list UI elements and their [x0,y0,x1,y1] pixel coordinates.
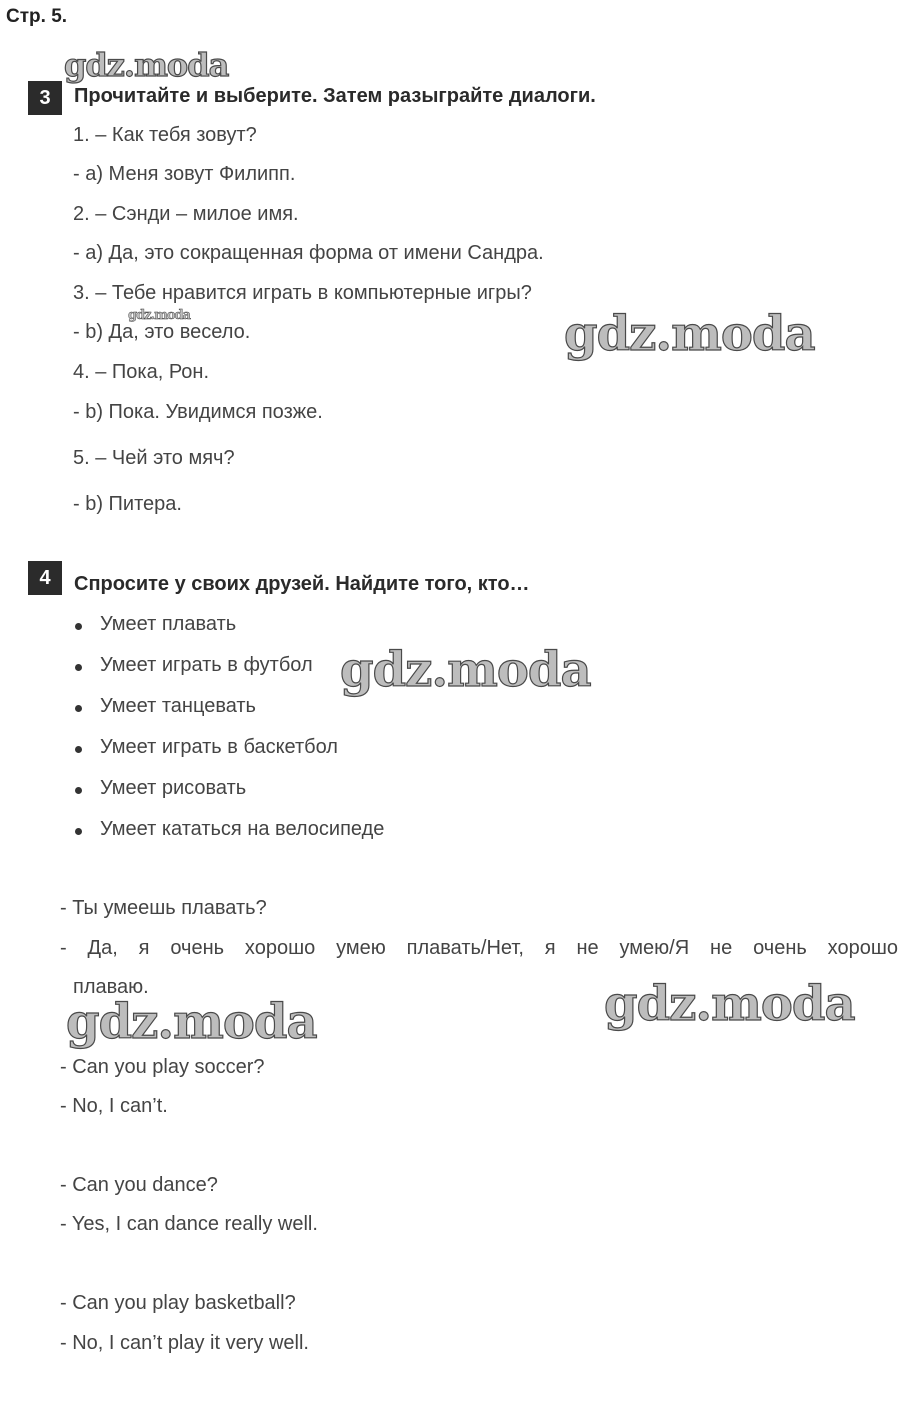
exercise-title: Прочитайте и выберите. Затем разыграйте диалоги. [74,85,596,107]
dialogue-line: - Can you play basketball? [60,1292,296,1314]
list-item: Умеет рисовать [100,777,247,799]
dialogue-line: плаваю. [73,976,149,998]
dialogue-line: - a) Да, это сокращенная форма от имени Сандра. [73,242,544,264]
watermark-logo: gdz.moda [128,308,191,323]
list-item: Умеет играть в футбол [100,654,313,676]
watermark-logo: gdz.moda [604,976,855,1032]
list-item: Умеет играть в баскетбол [100,736,338,758]
list-item: Умеет плавать [100,613,237,635]
dialogue-line: 2. – Сэнди – милое имя. [73,203,299,225]
bullet-icon [75,664,82,671]
bullet-icon [75,787,82,794]
exercise-number-badge: 3 [28,81,62,115]
dialogue-line: - Да, я очень хорошо умею плавать/Нет, я не умею/Я не очень хорошо [60,937,898,959]
dialogue-line: - b) Питера. [73,493,182,515]
watermark-logo: gdz.moda [64,46,229,84]
dialogue-line: 4. – Пока, Рон. [73,361,210,383]
bullet-icon [75,623,82,630]
dialogue-line: - Can you dance? [60,1174,218,1196]
bullet-icon [75,828,82,835]
dialogue-line: 3. – Тебе нравится играть в компьютерные игры? [73,282,532,304]
bullet-icon [75,705,82,712]
dialogue-line: 5. – Чей это мяч? [73,447,235,469]
exercise-number-badge: 4 [28,561,62,595]
dialogue-line: - a) Меня зовут Филипп. [73,163,296,185]
list-item: Умеет кататься на велосипеде [100,818,385,840]
list-item: Умеет танцевать [100,695,256,717]
page-number: Стр. 5. [6,6,68,27]
watermark-logo: gdz.moda [66,994,317,1050]
dialogue-line: - Can you play soccer? [60,1056,265,1078]
dialogue-line: 1. – Как тебя зовут? [73,124,257,146]
dialogue-line: - Yes, I can dance really well. [60,1213,318,1235]
dialogue-line: - No, I can’t play it very well. [60,1332,309,1354]
dialogue-line: - No, I can’t. [60,1095,168,1117]
exercise-title: Спросите у своих друзей. Найдите того, кто… [74,573,530,595]
dialogue-line: - b) Пока. Увидимся позже. [73,401,323,423]
watermark-logo: gdz.moda [340,642,591,698]
dialogue-line: - Ты умеешь плавать? [60,897,267,919]
dialogue-line: - b) Да, это весело. [73,321,251,343]
bullet-icon [75,746,82,753]
watermark-logo: gdz.moda [564,306,815,362]
